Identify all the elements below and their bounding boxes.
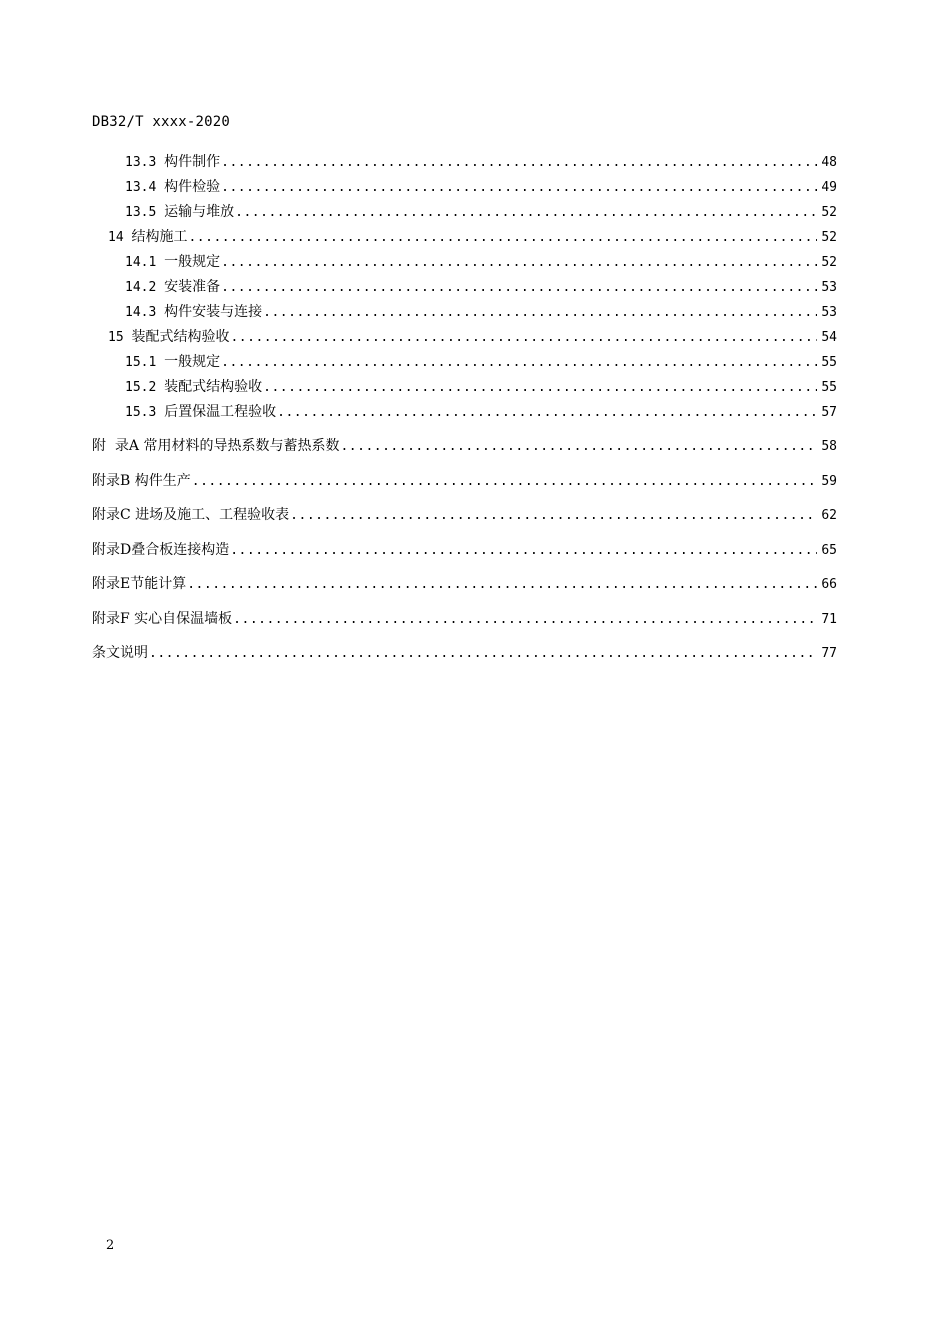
toc-entry-page: 77: [821, 646, 837, 661]
toc-entry-page: 52: [821, 255, 837, 270]
toc-leader-dots: [149, 644, 817, 664]
document-code-header: DB32/T xxxx-2020: [92, 114, 231, 130]
toc-entry[interactable]: [92, 302, 837, 327]
toc-entry-page: 58: [821, 439, 837, 454]
toc-leader-dots: [263, 303, 817, 323]
toc-entry-title: 附录E节能计算: [92, 576, 187, 592]
toc-entry-title: 一般规定: [164, 354, 221, 370]
toc-entry-number: 15: [108, 330, 132, 345]
toc-entry[interactable]: [92, 352, 837, 377]
toc-leader-dots: [221, 353, 817, 373]
toc-entry-title: 安装准备: [164, 279, 221, 295]
toc-entry-title: 构件安装与连接: [164, 304, 263, 320]
toc-entry-page: 53: [821, 280, 837, 295]
toc-entry[interactable]: [92, 152, 837, 177]
toc-entry-title: 附录D叠合板连接构造: [92, 541, 230, 558]
toc-leader-dots: [290, 506, 817, 526]
toc-entry-title: 装配式结构验收: [164, 379, 263, 395]
toc-entry-title: 构件制作: [164, 154, 221, 170]
toc-entry-number: 14.3: [125, 305, 165, 320]
toc-entry-title: 附录F 实心自保温墙板: [92, 610, 233, 627]
toc-entry-number: 15.2: [125, 380, 165, 395]
toc-leader-dots: [187, 575, 817, 595]
toc-entry-page: 52: [821, 230, 837, 245]
toc-entry-title: 结构施工: [131, 229, 188, 245]
toc-appendix-entry[interactable]: [92, 643, 837, 678]
toc-leader-dots: [188, 228, 817, 248]
toc-leader-dots: [230, 328, 817, 348]
toc-leader-dots: [221, 253, 817, 273]
toc-entry-page: 48: [821, 155, 837, 170]
table-of-contents: [92, 152, 837, 678]
toc-appendix-entry[interactable]: [92, 609, 837, 644]
toc-leader-dots: [230, 541, 817, 561]
toc-entry-title: 装配式结构验收: [131, 329, 230, 345]
toc-entry-number: 13.4: [125, 180, 165, 195]
toc-entry-number: 14.2: [125, 280, 165, 295]
toc-entry-page: 59: [821, 473, 837, 489]
toc-entry-page: 54: [821, 330, 837, 345]
toc-entry[interactable]: [92, 252, 837, 277]
toc-entry-page: 62: [821, 508, 837, 523]
toc-appendix-entry[interactable]: [92, 471, 837, 506]
toc-entry-page: 65: [821, 542, 837, 558]
toc-entry-page: 49: [821, 180, 837, 195]
toc-leader-dots: [263, 378, 817, 398]
toc-entry-title: 构件检验: [164, 179, 221, 195]
toc-entry[interactable]: [92, 227, 837, 252]
toc-leader-dots: [192, 472, 817, 492]
toc-entry-page: 71: [821, 611, 837, 627]
toc-entry-title: 一般规定: [164, 254, 221, 270]
toc-leader-dots: [235, 203, 817, 223]
toc-entry-title: 附录B 构件生产: [92, 472, 191, 489]
toc-entry-number: 15.3: [125, 405, 165, 420]
toc-entry-number: 14: [108, 230, 132, 245]
toc-entry-title: 附录C 进场及施工、工程验收表: [92, 507, 290, 523]
toc-leader-dots: [221, 178, 817, 198]
toc-appendix-entry[interactable]: [92, 505, 837, 540]
toc-entry[interactable]: [92, 177, 837, 202]
toc-leader-dots: [277, 403, 817, 423]
toc-entry[interactable]: [92, 327, 837, 352]
toc-entry-page: 66: [821, 577, 837, 592]
toc-entry-page: 55: [821, 380, 837, 395]
toc-leader-dots: [221, 278, 817, 298]
toc-entry-page: 53: [821, 305, 837, 320]
toc-entry[interactable]: [92, 202, 837, 227]
toc-entry-title: 运输与堆放: [164, 204, 235, 220]
toc-entry-title: 条文说明: [92, 645, 148, 661]
toc-entry-number: 13.5: [125, 205, 165, 220]
toc-entry-title: 附 录A 常用材料的导热系数与蓄热系数: [92, 438, 340, 454]
toc-appendix-entry[interactable]: [92, 540, 837, 575]
toc-entry[interactable]: [92, 402, 837, 427]
toc-leader-dots: [340, 437, 817, 457]
toc-entry-page: 55: [821, 355, 837, 370]
toc-entry-page: 57: [821, 405, 837, 420]
toc-entry[interactable]: [92, 377, 837, 402]
toc-appendix-entry[interactable]: [92, 574, 837, 609]
toc-entry-number: 15.1: [125, 355, 165, 370]
page-number-footer: 2: [106, 1238, 115, 1253]
toc-entry-number: 13.3: [125, 155, 165, 170]
toc-entry-number: 14.1: [125, 255, 165, 270]
toc-leader-dots: [221, 153, 817, 173]
toc-appendix-entry[interactable]: [92, 436, 837, 471]
toc-entry[interactable]: [92, 277, 837, 302]
toc-entry-title: 后置保温工程验收: [164, 404, 277, 420]
toc-leader-dots: [233, 610, 817, 630]
toc-entry-page: 52: [821, 205, 837, 220]
